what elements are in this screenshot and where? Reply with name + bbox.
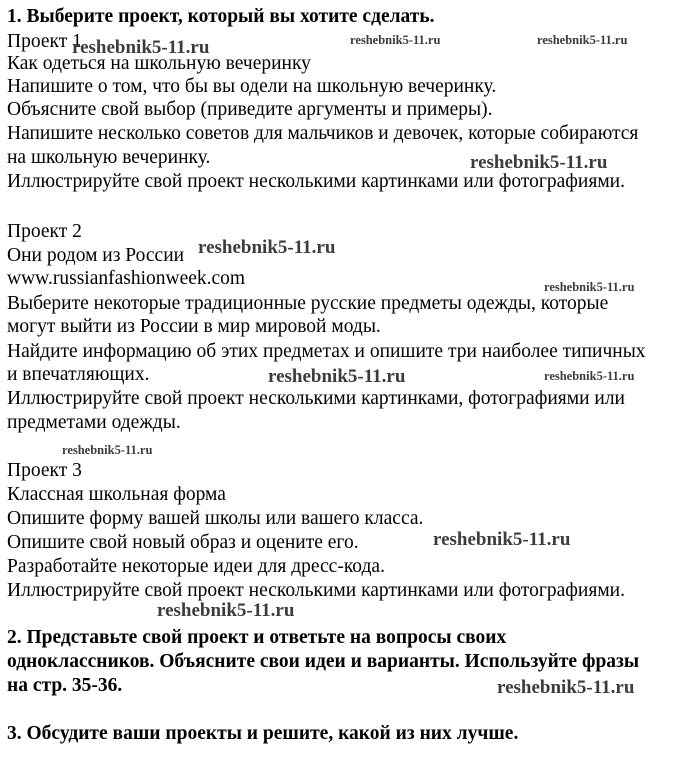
watermark: reshebnik5-11.ru	[62, 443, 153, 457]
task2-line: на стр. 35-36.	[7, 675, 123, 696]
project1-line: Объясните свой выбор (приведите аргументы и примеры).	[7, 99, 493, 120]
watermark: reshebnik5-11.ru	[470, 152, 608, 173]
project2-line: www.russianfashionweek.com	[7, 268, 246, 289]
watermark: reshebnik5-11.ru	[497, 677, 635, 698]
watermark: reshebnik5-11.ru	[157, 600, 295, 621]
watermark: reshebnik5-11.ru	[433, 529, 571, 550]
task2-line: 2. Представьте свой проект и ответьте на вопросы своих	[7, 627, 507, 648]
project2-line: Найдите информацию об этих предметах и опишите три наиболее типичных	[7, 341, 646, 362]
project3-line: Классная школьная форма	[7, 484, 226, 505]
project3-line: Иллюстрируйте свой проект несколькими картинками или фотографиями.	[7, 580, 625, 601]
task1-heading: 1. Выберите проект, который вы хотите сделать.	[7, 6, 435, 27]
task2-line: одноклассников. Объясните свои идеи и варианты. Используйте фразы	[7, 651, 640, 672]
watermark: reshebnik5-11.ru	[268, 366, 406, 387]
project1-line: Напишите о том, что бы вы одели на школьную вечеринку.	[7, 76, 497, 97]
watermark: reshebnik5-11.ru	[198, 237, 336, 258]
project3-line: Опишите форму вашей школы или вашего класса.	[7, 508, 424, 529]
project2-line: Иллюстрируйте свой проект несколькими картинками, фотографиями или	[7, 388, 625, 409]
task3-text: 3. Обсудите ваши проекты и решите, какой из них лучше.	[7, 723, 519, 744]
watermark: reshebnik5-11.ru	[544, 280, 635, 294]
project2-title: Проект 2	[7, 221, 82, 242]
watermark: reshebnik5-11.ru	[72, 37, 210, 58]
project2-line: Выберите некоторые традиционные русские предметы одежды, которые	[7, 293, 609, 314]
project2-line: Они родом из России	[7, 245, 185, 266]
project1-title: Проект 1	[7, 31, 82, 52]
project1-line: Иллюстрируйте свой проект несколькими картинками или фотографиями.	[7, 171, 625, 192]
project1-line: Напишите несколько советов для мальчиков и девочек, которые собираются	[7, 123, 639, 144]
project2-line: и впечатляющих.	[7, 364, 150, 385]
project3-line: Разработайте некоторые идеи для дресс-кода.	[7, 556, 385, 577]
project3-title: Проект 3	[7, 460, 82, 481]
project2-line: предметами одежды.	[7, 412, 181, 433]
project3-line: Опишите свой новый образ и оцените его.	[7, 532, 359, 553]
project1-line: Как одеться на школьную вечеринку	[7, 53, 311, 74]
watermark: reshebnik5-11.ru	[544, 369, 635, 383]
project2-line: могут выйти из России в мир мировой моды.	[7, 316, 381, 337]
watermark: reshebnik5-11.ru	[350, 33, 441, 47]
watermark: reshebnik5-11.ru	[537, 33, 628, 47]
project1-line: на школьную вечеринку.	[7, 147, 211, 168]
